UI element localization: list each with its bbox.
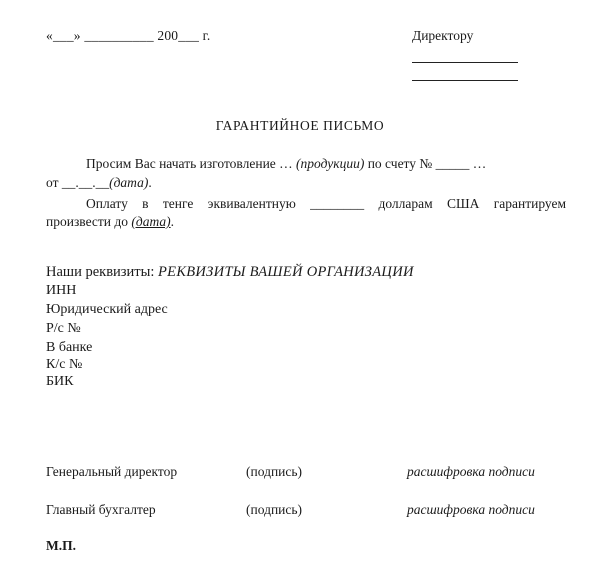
signature-role-accountant: Главный бухгалтер bbox=[46, 502, 156, 517]
paragraph-2-line-1: Оплату в тенге эквивалентную ________ долларам США гарантируем bbox=[86, 196, 566, 211]
addressee: Директору bbox=[412, 28, 474, 43]
addressee-blank-line-1 bbox=[412, 62, 518, 63]
date-line: «___» __________ 200___ г. bbox=[46, 28, 211, 43]
stamp-place: М.П. bbox=[46, 538, 76, 553]
signature-decode-accountant: расшифровка подписи bbox=[407, 502, 535, 517]
requisite-bik: БИК bbox=[46, 374, 74, 389]
addressee-blank-line-2 bbox=[412, 80, 518, 81]
signature-sign-director: (подпись) bbox=[246, 464, 303, 479]
paragraph-1-line-1: Просим Вас начать изготовление … (продукции) по счету № _____ … bbox=[86, 156, 487, 171]
signature-role-director: Генеральный директор bbox=[46, 464, 178, 479]
paragraph-1-line-2: от __.__.__(дата). bbox=[46, 175, 152, 190]
requisite-corr-account: К/с № bbox=[46, 357, 83, 372]
requisite-legal-address: Юридический адрес bbox=[46, 302, 168, 317]
signature-decode-director: расшифровка подписи bbox=[407, 464, 535, 479]
requisite-account: Р/с № bbox=[46, 321, 81, 336]
paragraph-2-line-2: произвести до (дата). bbox=[46, 214, 174, 229]
signature-sign-accountant: (подпись) bbox=[246, 502, 303, 517]
requisite-inn: ИНН bbox=[46, 283, 77, 298]
letter-title: ГАРАНТИЙНОЕ ПИСЬМО bbox=[215, 118, 385, 133]
requisites-heading: Наши реквизиты: РЕКВИЗИТЫ ВАШЕЙ ОРГАНИЗАЦИИ bbox=[46, 264, 414, 280]
requisite-bank: В банке bbox=[46, 340, 93, 355]
